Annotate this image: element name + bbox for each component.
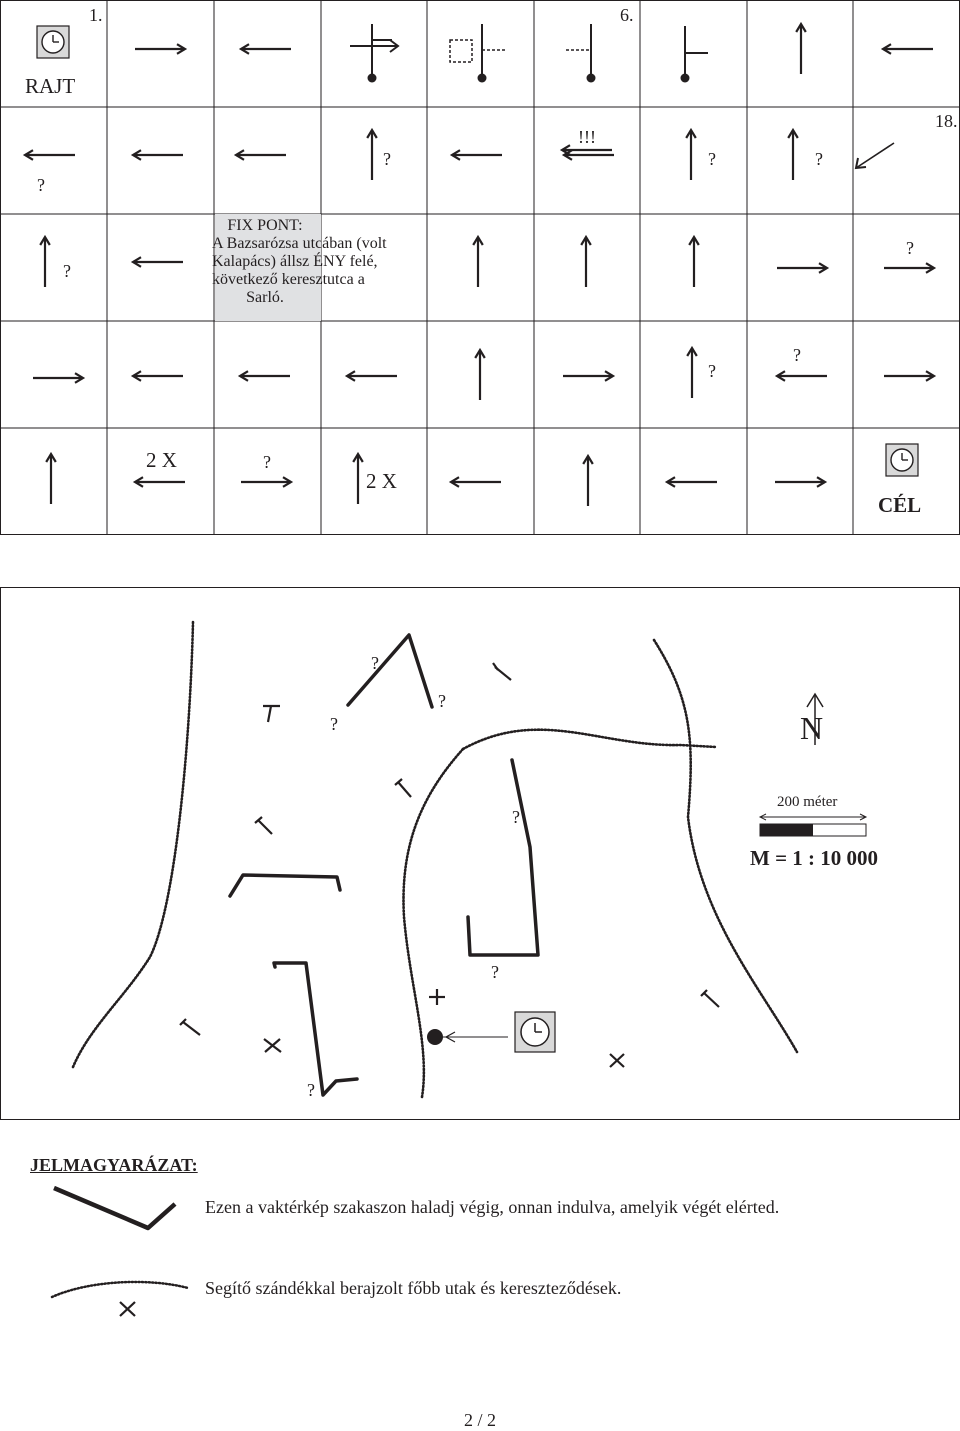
arrow-right-icon — [775, 477, 825, 487]
double-label: 2 X — [146, 448, 177, 472]
north-label: N — [800, 710, 824, 746]
arrow-left-icon — [236, 150, 286, 160]
arrow-left-icon — [133, 371, 183, 381]
arrow-up-icon — [583, 456, 593, 506]
fix-point-line: következő keresztutca a — [212, 271, 365, 288]
arrow-left-icon — [452, 150, 502, 160]
arrow-up-icon — [367, 130, 377, 180]
arrow-right-icon — [884, 371, 934, 381]
fix-point-title: FIX PONT: — [227, 217, 303, 234]
road — [463, 730, 716, 749]
legend-route: Ezen a vaktérkép szakaszon haladj végig, onnan indulva, amelyik végét elérted. — [205, 1197, 780, 1217]
question-mark: ? — [263, 452, 271, 472]
row-number-18: 18. — [935, 111, 958, 131]
question-mark: ? — [815, 149, 823, 169]
question-mark: ? — [491, 962, 499, 982]
scale-label: 200 méter — [777, 794, 838, 810]
fix-point-line: Kalapács) állsz ÉNY felé, — [212, 253, 378, 270]
arrow-left-icon — [883, 44, 933, 54]
route-segment — [274, 963, 357, 1095]
arrow-left-icon — [133, 150, 183, 160]
arrow-left-icon — [25, 150, 75, 160]
scale-ratio: M = 1 : 10 000 — [750, 846, 879, 870]
fix-point-line: A Bazsarózsa utcában (volt — [212, 235, 387, 252]
arrow-up-icon — [475, 350, 485, 400]
fix-point-box — [212, 214, 387, 321]
arrow-up-icon — [796, 24, 806, 74]
question-mark: ? — [63, 261, 71, 281]
double-label: 2 X — [366, 469, 397, 493]
arrow-up-icon — [788, 130, 798, 180]
arrow-up-icon — [686, 130, 696, 180]
arrow-right-icon — [241, 477, 291, 487]
exclaim-mark: !!! — [578, 127, 596, 147]
arrow-right-icon — [884, 263, 934, 273]
route-segment — [468, 760, 538, 955]
question-mark: ? — [708, 149, 716, 169]
arrow-left-icon — [667, 477, 717, 487]
question-mark: ? — [383, 149, 391, 169]
fix-point-line: Sarló. — [246, 289, 284, 306]
route-grid — [0, 0, 960, 535]
route-segment — [230, 875, 340, 896]
question-mark: ? — [512, 807, 520, 827]
arrow-up-icon — [473, 237, 483, 287]
road — [73, 622, 193, 1067]
legend-roads: Segítő szándékkal berajzolt főbb utak és kereszteződések. — [205, 1278, 622, 1298]
arrow-right-icon — [33, 373, 83, 383]
page-number: 2 / 2 — [463, 1410, 496, 1430]
start-label: RAJT — [25, 74, 76, 98]
legend-heading: JELMAGYARÁZAT: — [30, 1155, 198, 1175]
question-mark: ? — [708, 361, 716, 381]
row-number-1: 1. — [89, 5, 103, 25]
question-mark: ? — [438, 691, 446, 711]
legend-symbols — [40, 1180, 200, 1330]
arrow-up-icon — [581, 237, 591, 287]
question-mark: ? — [37, 175, 45, 195]
question-mark: ? — [906, 238, 914, 258]
question-mark: ? — [371, 653, 379, 673]
arrow-up-icon — [353, 454, 363, 504]
question-mark: ? — [307, 1080, 315, 1100]
arrow-left-icon — [451, 477, 501, 487]
clock-icon — [886, 444, 918, 476]
arrow-left-icon — [777, 371, 827, 381]
arrow-up-icon — [46, 454, 56, 504]
arrow-up-icon — [687, 348, 697, 398]
arrow-left-icon — [564, 150, 614, 160]
arrow-left-icon — [241, 44, 291, 54]
finish-label: CÉL — [878, 493, 922, 517]
arrow-up-icon — [689, 237, 699, 287]
clock-icon — [37, 26, 69, 58]
arrow-left-icon — [135, 477, 185, 487]
arrow-right-icon — [563, 371, 613, 381]
row-number-6: 6. — [620, 5, 634, 25]
question-mark: ? — [793, 345, 801, 365]
arrow-right-icon — [777, 263, 827, 273]
arrow-right-icon — [135, 44, 185, 54]
arrow-left-icon — [347, 371, 397, 381]
arrow-left-icon — [133, 257, 183, 267]
arrow-left-icon — [240, 371, 290, 381]
question-mark: ? — [330, 714, 338, 734]
arrow-up-icon — [40, 237, 50, 287]
route-segment — [348, 635, 432, 707]
